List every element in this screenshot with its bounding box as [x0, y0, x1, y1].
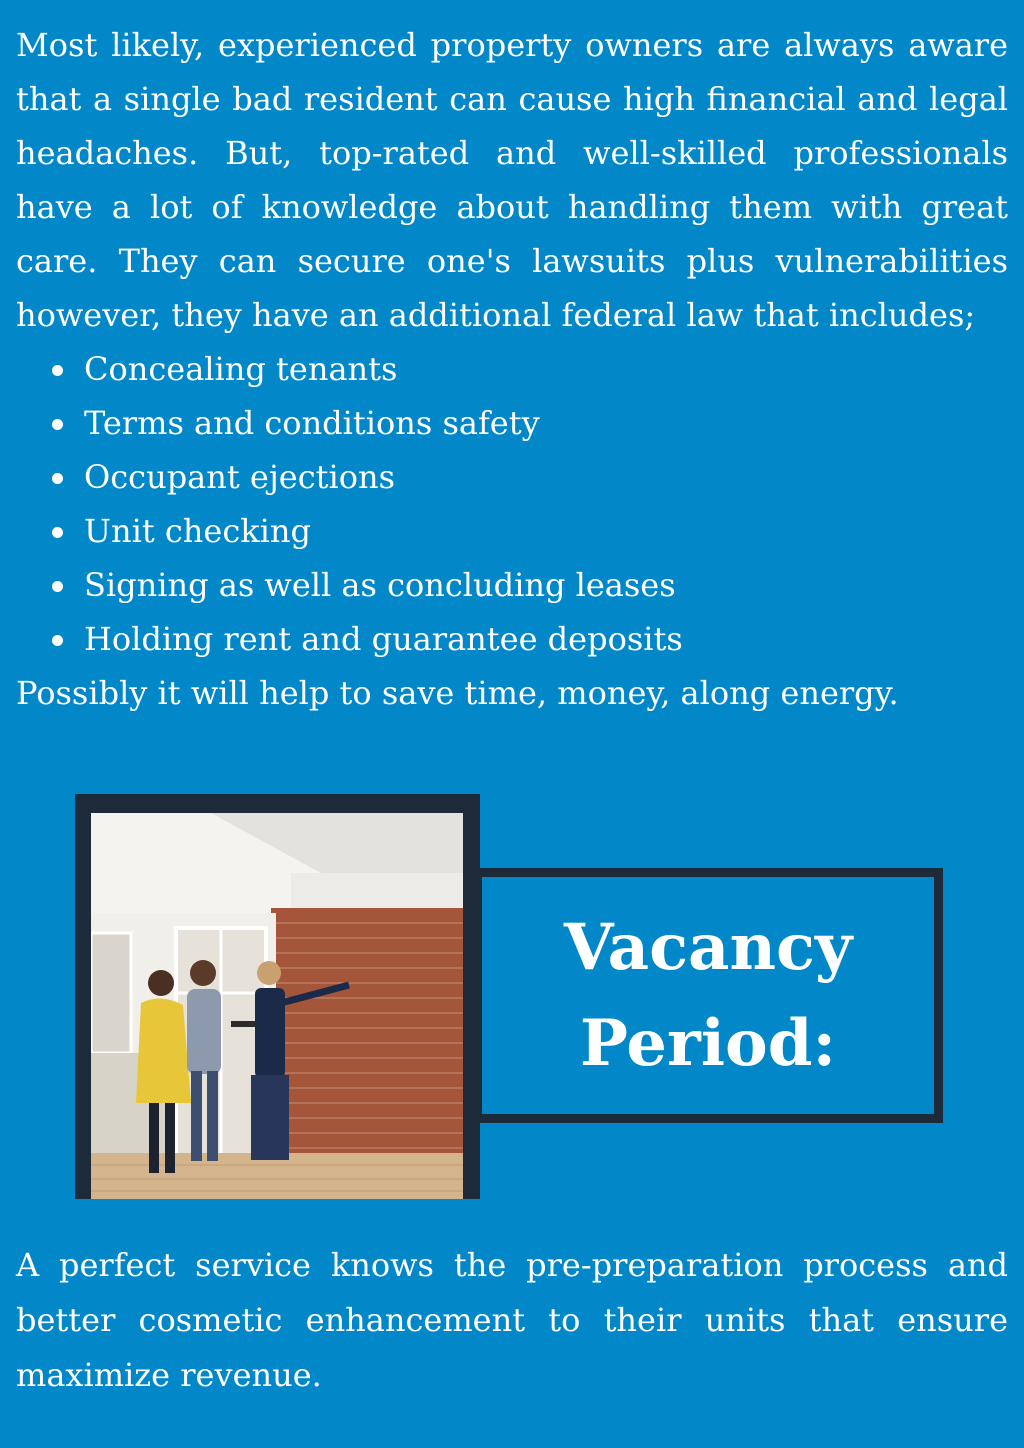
list-item-label: Holding rent and guarantee deposits — [84, 620, 683, 658]
list-item — [46, 504, 1008, 558]
bullet-icon — [52, 365, 63, 376]
list-item — [46, 396, 1008, 450]
services-list — [46, 342, 1008, 666]
bullet-icon — [52, 473, 63, 484]
list-item-label: Concealing tenants — [84, 350, 398, 388]
outro-paragraph: A perfect service knows the pre-preparation process and better cosmetic enhancement to their units that ensure maximize revenue. — [16, 1246, 1008, 1394]
property-tour-photo — [91, 813, 463, 1199]
list-item — [46, 612, 1008, 666]
list-item — [46, 342, 1008, 396]
section-title-box — [472, 868, 943, 1123]
list-item-label: Terms and conditions safety — [84, 404, 540, 442]
closing-sentence: Possibly it will help to save time, money, along energy. — [16, 674, 899, 712]
list-item-label: Occupant ejections — [84, 458, 395, 496]
section-title-line2: Period: — [579, 1005, 837, 1081]
bullet-icon — [52, 419, 63, 430]
intro-paragraph: Most likely, experienced property owners are always aware that a single bad resident can cause high financial and legal headaches. But, top-rated and well-skilled professionals have a lot of knowledge about handling them with great care. They can secure one's lawsuits plus vulnerabilities however, they have an additional federal law that includes; — [16, 26, 1008, 334]
list-item — [46, 558, 1008, 612]
section-title-line1: Vacancy — [563, 909, 853, 985]
list-item — [46, 450, 1008, 504]
bullet-icon — [52, 635, 63, 646]
photo-frame — [75, 794, 480, 1199]
bullet-icon — [52, 527, 63, 538]
list-item-label: Signing as well as concluding leases — [84, 566, 676, 604]
bullet-icon — [52, 581, 63, 592]
intro-section — [16, 18, 1008, 720]
list-item-label: Unit checking — [84, 512, 311, 550]
